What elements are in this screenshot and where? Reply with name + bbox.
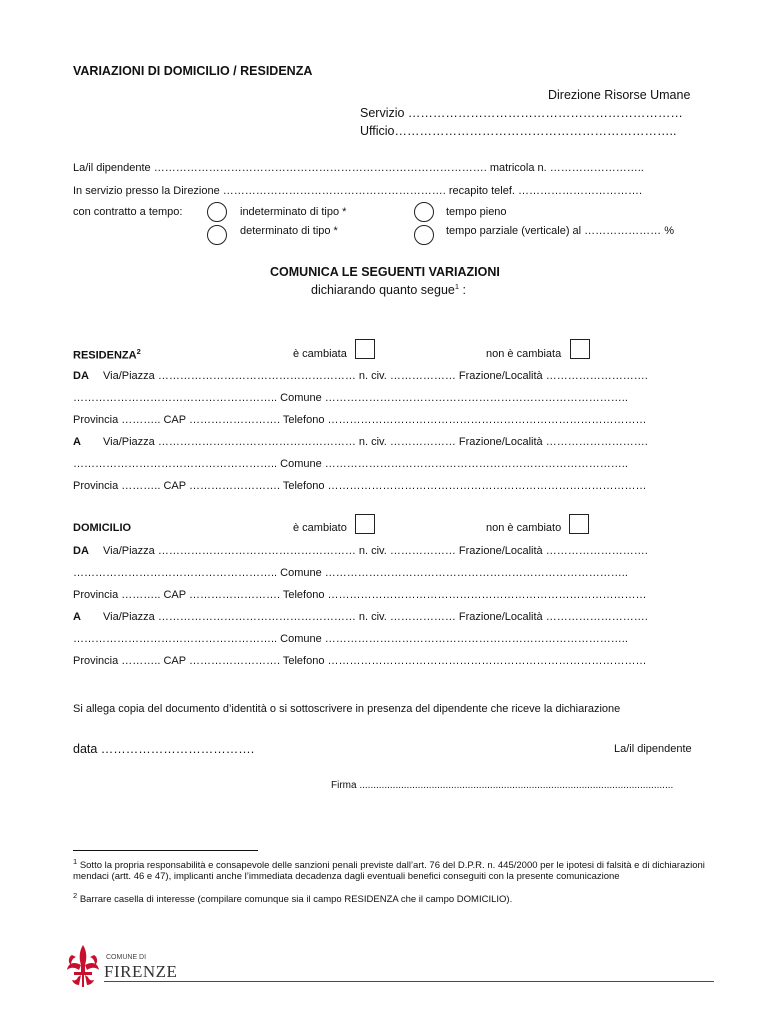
residenza-non-cambiata-label: non è cambiata — [486, 348, 562, 360]
residenza-address-line[interactable]: ……………………………………………….. Comune ……………………………………………………………………….. — [73, 392, 628, 404]
logo-bottom-text: FIRENZE — [104, 962, 178, 981]
residenza-cambiata-label: è cambiata — [293, 348, 347, 360]
domicilio-address-line[interactable]: Via/Piazza ……………………………………………… n. civ. ……………… Frazione/Località ………………………. — [103, 611, 648, 623]
determinato-radio[interactable] — [207, 225, 227, 245]
footnote-1: $^1$ Sotto la propria responsabilità e consapevole delle sanzioni penali previste dall’art. 76 del D.P.R. n. 445/2000 per le ipotesi di falsità e di dichiarazioni mendaci (artt. 46 e 47), implicanti anche l’immediata decadenza dagli eventuali benefici conseguiti con la presente comunicazione — [73, 857, 705, 883]
contratto-label: con contratto a tempo: — [73, 206, 183, 218]
domicilio-address-line[interactable]: Provincia ……….. CAP ……………………. Telefono …………………………………………………………………………… — [73, 589, 647, 601]
residenza-label: RESIDENZA$^2$ — [73, 347, 141, 362]
domicilio-non-cambiato-checkbox[interactable] — [569, 514, 589, 534]
servizio-field[interactable]: Servizio ………………………………………………………… — [360, 106, 683, 120]
residenza-line-prefix: DA — [73, 370, 89, 382]
domicilio-line-prefix: DA — [73, 545, 89, 557]
domicilio-non-cambiato-label: non è cambiato — [486, 522, 562, 534]
allega-note: Si allega copia del documento d’identità o si sottoscrivere in presenza del dipendente che riceve la dichiarazione — [73, 703, 621, 715]
footnote-2: $^2$ Barrare casella di interesse (compilare comunque sia il campo RESIDENZA che il campo DOMICILIO). — [73, 891, 513, 906]
domicilio-cambiato-label: è cambiato — [293, 522, 347, 534]
domicilio-address-line[interactable]: ……………………………………………….. Comune ……………………………………………………………………….. — [73, 567, 628, 579]
comunica-heading: COMUNICA LE SEGUENTI VARIAZIONI — [270, 265, 500, 279]
indeterminato-radio[interactable] — [207, 202, 227, 222]
residenza-address-line[interactable]: Provincia ……….. CAP ……………………. Telefono …………………………………………………………………………… — [73, 480, 647, 492]
tempo-pieno-radio[interactable] — [414, 202, 434, 222]
dipendente-signature-label: La/il dipendente — [614, 743, 692, 755]
domicilio-address-line[interactable]: Via/Piazza ……………………………………………… n. civ. ……………… Frazione/Località ………………………. — [103, 545, 648, 557]
residenza-non-cambiata-checkbox[interactable] — [570, 339, 590, 359]
ufficio-field[interactable]: Ufficio………………………………………………………….. — [360, 124, 677, 138]
residenza-address-line[interactable]: ……………………………………………….. Comune ……………………………………………………………………….. — [73, 458, 628, 470]
domicilio-line-prefix: A — [73, 611, 81, 623]
residenza-line-prefix: A — [73, 436, 81, 448]
domicilio-address-line[interactable]: ……………………………………………….. Comune ……………………………………………………………………….. — [73, 633, 628, 645]
direzione-label: Direzione Risorse Umane — [548, 88, 691, 102]
determinato-label: determinato di tipo * — [240, 225, 338, 237]
domicilio-label: DOMICILIO — [73, 522, 132, 534]
data-field[interactable]: data ………………………………. — [73, 742, 255, 756]
residenza-address-line[interactable]: Via/Piazza ……………………………………………… n. civ. ……………… Frazione/Località ………………………. — [103, 370, 648, 382]
residenza-address-line[interactable]: Via/Piazza ……………………………………………… n. civ. ……………… Frazione/Località ………………………. — [103, 436, 648, 448]
logo-top-text: COMUNE DI — [106, 954, 147, 961]
servizio-direzione-line[interactable]: In servizio presso la Direzione ……………………………………………………. recapito telef. ……………………………. — [73, 185, 643, 197]
residenza-address-line[interactable]: Provincia ……….. CAP ……………………. Telefono …………………………………………………………………………… — [73, 414, 647, 426]
tempo-parziale-radio[interactable] — [414, 225, 434, 245]
firenze-lily-logo-icon — [64, 943, 102, 992]
page-title: VARIAZIONI DI DOMICILIO / RESIDENZA — [73, 64, 313, 78]
logo-rule — [104, 981, 714, 982]
dipendente-line[interactable]: La/il dipendente ………………………………………………………………………………. matricola n. …………………….. — [73, 162, 644, 174]
domicilio-cambiato-checkbox[interactable] — [355, 514, 375, 534]
tempo-parziale-label[interactable]: tempo parziale (verticale) al ………………… % — [446, 225, 675, 237]
residenza-cambiata-checkbox[interactable] — [355, 339, 375, 359]
tempo-pieno-label: tempo pieno — [446, 206, 507, 218]
domicilio-address-line[interactable]: Provincia ……….. CAP ……………………. Telefono …………………………………………………………………………… — [73, 655, 647, 667]
footnote-divider — [73, 850, 258, 851]
comunica-sub: dichiarando quanto segue$^1$ : — [311, 282, 466, 298]
firma-field[interactable]: Firma ................................................................................................................. — [331, 780, 674, 791]
indeterminato-label: indeterminato di tipo * — [240, 206, 347, 218]
